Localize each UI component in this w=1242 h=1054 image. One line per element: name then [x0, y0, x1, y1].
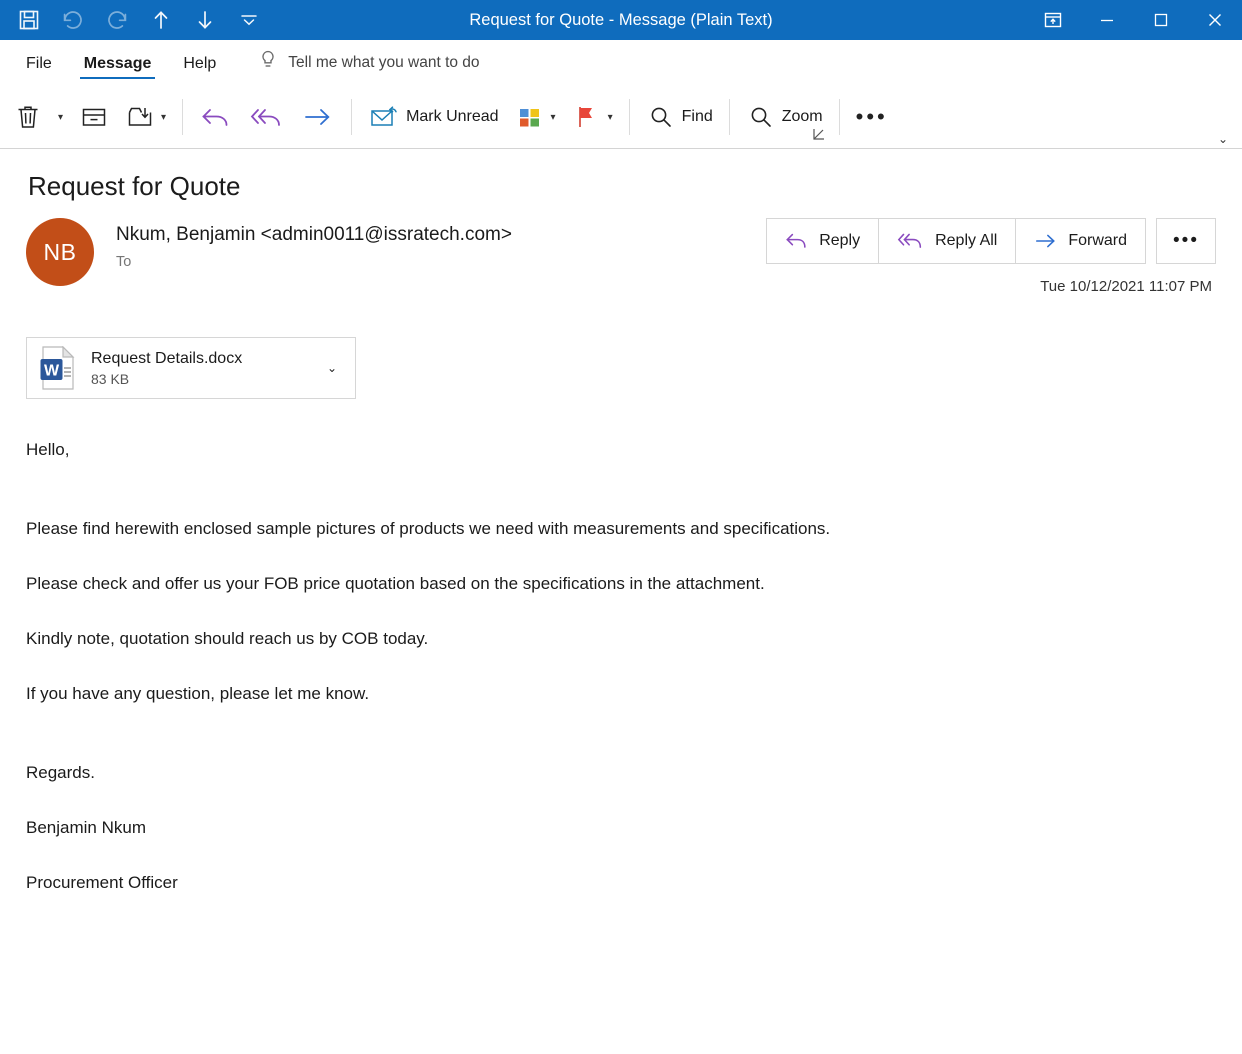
chevron-down-icon: ▾	[161, 111, 167, 123]
attachment-row	[26, 337, 1216, 399]
toolbar-divider	[182, 99, 183, 135]
chevron-down-icon: ▾	[607, 111, 613, 123]
reply-all-label: Reply All	[935, 232, 998, 249]
delete-dropdown-caret[interactable]	[50, 94, 71, 140]
forward-button[interactable]	[1015, 218, 1146, 264]
reply-all-toolbar-button[interactable]	[241, 94, 293, 140]
save-icon[interactable]	[8, 1, 50, 39]
reply-button[interactable]	[766, 218, 879, 264]
avatar[interactable]: NB	[26, 218, 94, 286]
mark-unread-label: Mark Unread	[406, 108, 499, 125]
mark-unread-button[interactable]	[360, 94, 506, 140]
delete-button[interactable]	[6, 94, 50, 140]
window-controls	[1026, 0, 1242, 40]
chevron-down-icon: ▾	[550, 111, 556, 123]
title-bar	[0, 0, 1242, 40]
body-paragraph: Please check and offer us your FOB price quotation based on the specifications in the attachment.	[26, 573, 765, 593]
chevron-down-icon: ▾	[58, 111, 64, 123]
message-toolbar	[0, 86, 1242, 149]
find-label: Find	[681, 108, 713, 125]
attachment-size: 83 KB	[91, 370, 130, 387]
page-title: Request for Quote	[28, 171, 241, 201]
attachment-menu-chevron-down-icon[interactable]: ⌄	[326, 361, 338, 375]
tell-me-search[interactable]	[258, 49, 479, 76]
window-title: Request for Quote - Message (Plain Text)	[469, 10, 773, 29]
message-timestamp: Tue 10/12/2021 11:07 PM	[1040, 278, 1212, 295]
tab-file[interactable]: File	[26, 54, 52, 72]
undo-icon[interactable]	[52, 1, 94, 39]
attachment-item[interactable]	[26, 337, 356, 399]
next-item-icon[interactable]	[184, 1, 226, 39]
toolbar-divider	[629, 99, 630, 135]
reply-all-button[interactable]	[878, 218, 1016, 264]
dialog-box-launcher[interactable]	[812, 127, 826, 144]
body-paragraph: Please find herewith enclosed sample pictures of products we need with measurements and specifications.	[26, 518, 831, 538]
collapse-ribbon-icon[interactable]: ⌄	[1217, 132, 1228, 146]
tell-me-label: Tell me what you want to do	[288, 53, 480, 71]
header-actions	[767, 218, 1216, 295]
more-actions-button[interactable]: •••	[1156, 218, 1216, 264]
body-paragraph: Hello,	[26, 440, 70, 459]
previous-item-icon[interactable]	[140, 1, 182, 39]
minimize-icon[interactable]	[1080, 0, 1134, 40]
ribbon-tab-bar	[0, 40, 1242, 86]
follow-up-button[interactable]	[564, 94, 621, 140]
customize-quick-access-toolbar-icon[interactable]	[228, 1, 270, 39]
redo-icon[interactable]	[96, 1, 138, 39]
archive-button[interactable]	[71, 94, 117, 140]
restore-layout-icon[interactable]	[1026, 0, 1080, 40]
svg-text:W: W	[43, 362, 60, 380]
attachment-texts	[91, 350, 242, 387]
recipient-label: To	[116, 254, 132, 270]
forward-label: Forward	[1068, 232, 1128, 249]
more-commands-button[interactable]	[848, 94, 896, 140]
forward-toolbar-button[interactable]	[293, 94, 343, 140]
body-paragraph: Regards.	[26, 762, 95, 782]
toolbar-divider	[729, 99, 730, 135]
sender-block	[116, 218, 512, 270]
word-document-icon	[39, 346, 77, 390]
ellipsis-icon: •••	[855, 104, 888, 129]
maximize-icon[interactable]	[1134, 0, 1188, 40]
move-button[interactable]	[117, 94, 174, 140]
quick-access-toolbar	[0, 1, 270, 39]
toolbar-divider	[351, 99, 352, 135]
body-paragraph: Procurement Officer	[26, 872, 178, 892]
close-icon[interactable]	[1188, 0, 1242, 40]
body-paragraph: Benjamin Nkum	[26, 817, 146, 837]
sender-name[interactable]: Nkum, Benjamin <admin0011@issratech.com>	[116, 224, 512, 245]
categorize-button[interactable]	[507, 94, 564, 140]
reply-button-group	[767, 218, 1216, 264]
body-paragraph: Kindly note, quotation should reach us by COB today.	[26, 628, 429, 648]
reply-toolbar-button[interactable]	[191, 94, 241, 140]
find-button[interactable]	[638, 94, 721, 140]
message-pane	[0, 149, 1242, 895]
attachment-name: Request Details.docx	[91, 349, 243, 367]
message-body	[26, 439, 1216, 895]
message-header	[26, 218, 1216, 295]
tab-message[interactable]: Message	[68, 45, 168, 81]
zoom-label: Zoom	[781, 108, 823, 125]
body-paragraph: If you have any question, please let me know.	[26, 683, 370, 703]
lightbulb-icon	[258, 49, 278, 76]
toolbar-divider	[839, 99, 840, 135]
tab-help[interactable]: Help	[183, 54, 217, 72]
reply-label: Reply	[819, 232, 861, 249]
